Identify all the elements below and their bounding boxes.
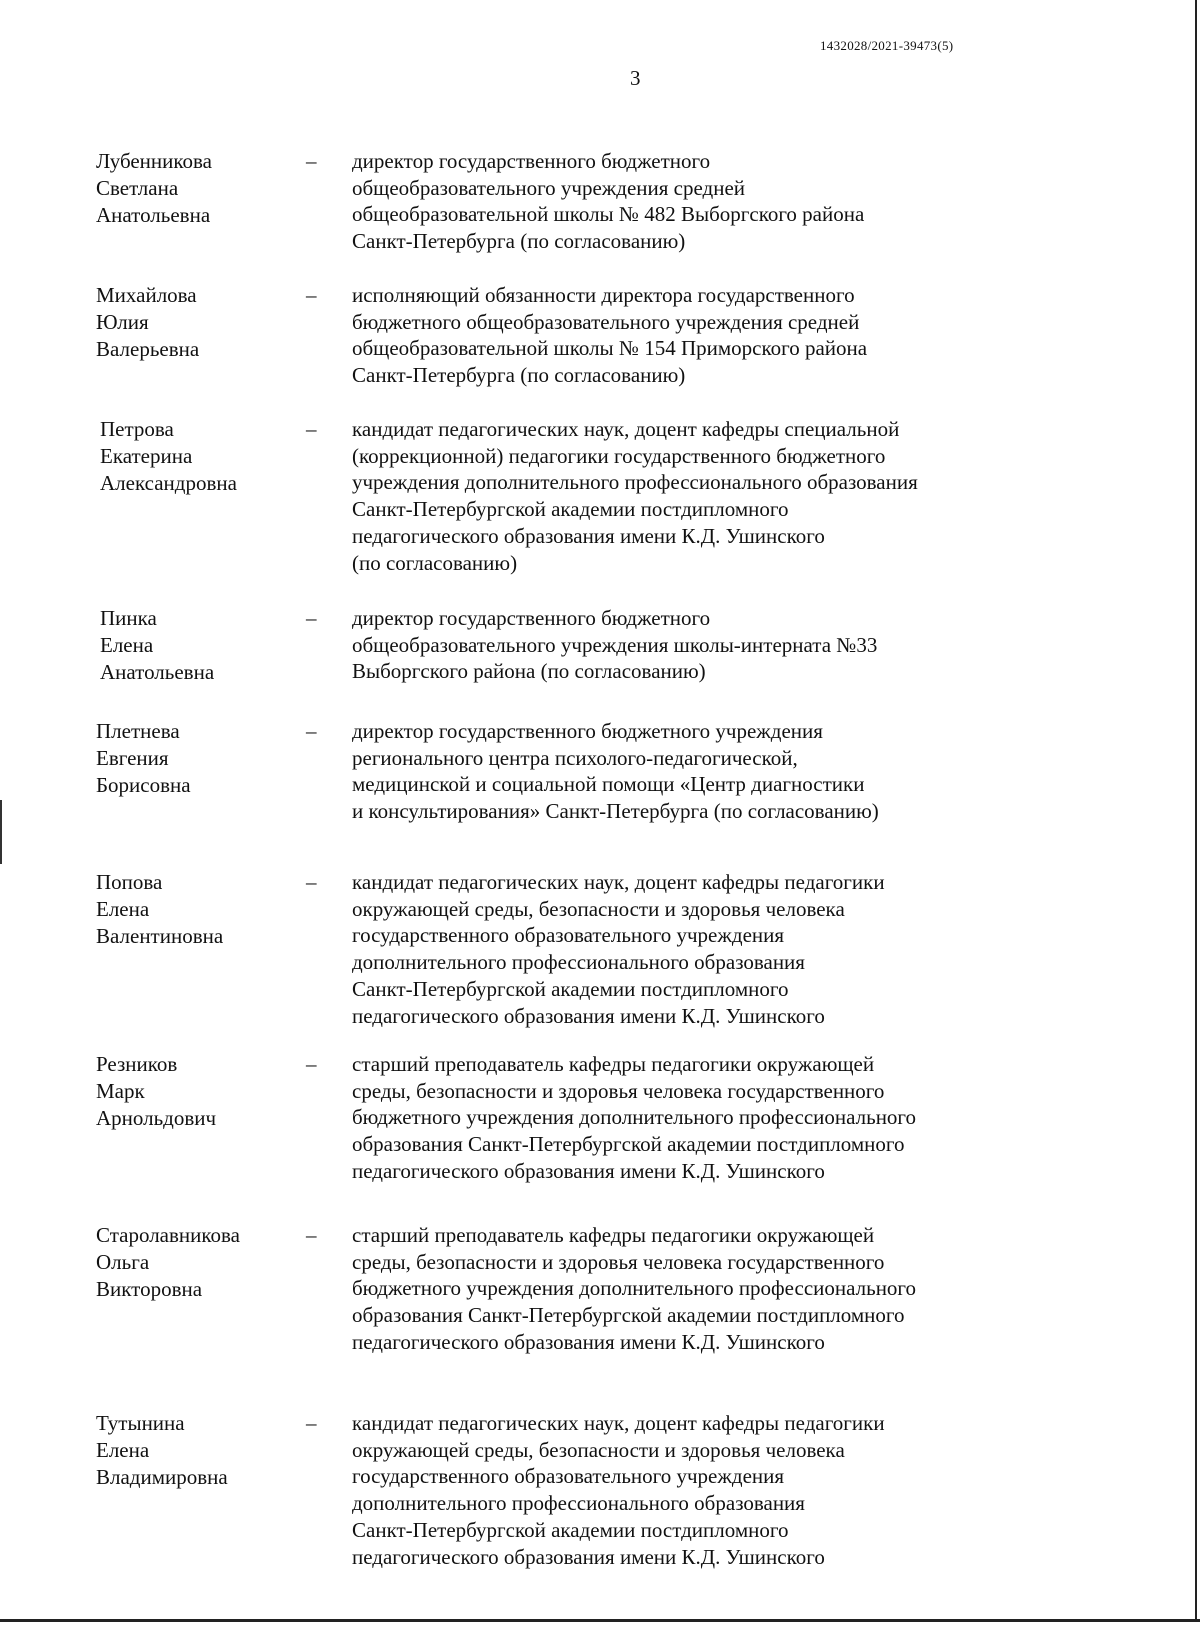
document-number: 1432028/2021-39473(5) bbox=[820, 38, 954, 53]
description-line: общеобразовательной школы № 154 Приморского района bbox=[352, 336, 868, 361]
surname: Михайлова bbox=[96, 283, 197, 307]
patronymic: Валерьевна bbox=[96, 337, 200, 361]
description-line: педагогического образования имени К.Д. Ушинского bbox=[352, 1544, 825, 1569]
member-name bbox=[96, 718, 296, 799]
description-line: педагогического образования имени К.Д. Ушинского bbox=[352, 523, 825, 548]
dash: – bbox=[306, 1052, 317, 1076]
dash: – bbox=[306, 149, 317, 173]
surname: Попова bbox=[96, 870, 163, 894]
first-name: Марк bbox=[96, 1079, 145, 1103]
member-name bbox=[100, 416, 300, 497]
first-name: Юлия bbox=[96, 310, 149, 334]
member-description bbox=[352, 1410, 885, 1570]
description-line: педагогического образования имени К.Д. Ушинского bbox=[352, 1158, 825, 1183]
first-name: Светлана bbox=[96, 176, 179, 200]
description-line: директор государственного бюджетного bbox=[352, 606, 711, 630]
description-line: бюджетного общеобразовательного учреждения средней bbox=[352, 309, 860, 334]
patronymic: Арнольдович bbox=[96, 1106, 217, 1130]
member-name bbox=[96, 869, 296, 950]
description-line: Выборгского района (по согласованию) bbox=[352, 659, 706, 684]
description-line: Санкт-Петербургской академии постдипломного bbox=[352, 1517, 789, 1542]
description-line: дополнительного профессионального образования bbox=[352, 950, 805, 975]
member-description bbox=[352, 282, 867, 389]
scan-edge-line bbox=[1195, 0, 1197, 1620]
member-description bbox=[352, 605, 877, 685]
surname: Тутынина bbox=[96, 1411, 185, 1435]
dash: – bbox=[306, 1411, 317, 1435]
page-number: 3 bbox=[630, 66, 641, 90]
description-line: Санкт-Петербурга (по согласованию) bbox=[352, 363, 686, 388]
description-line: Санкт-Петербургской академии постдипломного bbox=[352, 497, 789, 522]
member-name bbox=[96, 1051, 296, 1132]
description-line: образования Санкт-Петербургской академии постдипломного bbox=[352, 1303, 905, 1328]
dash: – bbox=[306, 719, 317, 743]
patronymic: Анатольевна bbox=[100, 660, 215, 684]
description-line: Санкт-Петербурга (по согласованию) bbox=[352, 229, 686, 254]
description-line: общеобразовательного учреждения школы-интерната №33 bbox=[352, 632, 878, 657]
patronymic: Александровна bbox=[100, 471, 237, 495]
description-line: среды, безопасности и здоровья человека государственного bbox=[352, 1078, 885, 1103]
patronymic: Валентиновна bbox=[96, 924, 224, 948]
first-name: Евгения bbox=[96, 746, 169, 770]
description-line: и консультирования» Санкт-Петербурга (по согласованию) bbox=[352, 799, 879, 824]
dash: – bbox=[306, 870, 317, 894]
scan-mark bbox=[0, 800, 2, 864]
member-name bbox=[96, 1410, 296, 1491]
dash: – bbox=[306, 606, 317, 630]
description-line: среды, безопасности и здоровья человека государственного bbox=[352, 1249, 885, 1274]
patronymic: Борисовна bbox=[96, 773, 191, 797]
patronymic: Анатольевна bbox=[96, 203, 211, 227]
description-line: кандидат педагогических наук, доцент кафедры педагогики bbox=[352, 870, 885, 894]
first-name: Елена bbox=[96, 1438, 150, 1462]
description-line: бюджетного учреждения дополнительного профессионального bbox=[352, 1276, 917, 1301]
member-name bbox=[96, 1222, 296, 1303]
member-name bbox=[96, 148, 296, 229]
surname: Петрова bbox=[100, 417, 174, 441]
description-line: исполняющий обязанности директора государственного bbox=[352, 283, 855, 307]
first-name: Елена bbox=[96, 897, 150, 921]
description-line: медицинской и социальной помощи «Центр диагностики bbox=[352, 772, 865, 797]
patronymic: Викторовна bbox=[96, 1277, 203, 1301]
member-description bbox=[352, 1051, 916, 1185]
scan-edge-line bbox=[0, 1619, 1200, 1622]
description-line: общеобразовательного учреждения средней bbox=[352, 175, 746, 200]
description-line: старший преподаватель кафедры педагогики окружающей bbox=[352, 1223, 875, 1247]
first-name: Екатерина bbox=[100, 444, 193, 468]
description-line: (коррекционной) педагогики государственного бюджетного bbox=[352, 443, 886, 468]
description-line: директор государственного бюджетного bbox=[352, 149, 711, 173]
description-line: окружающей среды, безопасности и здоровья человека bbox=[352, 896, 845, 921]
member-description bbox=[352, 1222, 916, 1356]
first-name: Ольга bbox=[96, 1250, 150, 1274]
description-line: государственного образовательного учреждения bbox=[352, 923, 785, 948]
dash: – bbox=[306, 417, 317, 441]
description-line: кандидат педагогических наук, доцент кафедры специальной bbox=[352, 417, 900, 441]
surname: Старолавникова bbox=[96, 1223, 240, 1247]
description-line: дополнительного профессионального образования bbox=[352, 1491, 805, 1516]
description-line: (по согласованию) bbox=[352, 550, 518, 575]
surname: Плетнева bbox=[96, 719, 180, 743]
dash: – bbox=[306, 1223, 317, 1247]
member-name bbox=[96, 282, 296, 363]
first-name: Елена bbox=[100, 633, 154, 657]
description-line: старший преподаватель кафедры педагогики окружающей bbox=[352, 1052, 875, 1076]
dash: – bbox=[306, 283, 317, 307]
member-description bbox=[352, 148, 864, 255]
patronymic: Владимировна bbox=[96, 1465, 228, 1489]
surname: Пинка bbox=[100, 606, 157, 630]
description-line: директор государственного бюджетного учреждения bbox=[352, 719, 823, 743]
description-line: образования Санкт-Петербургской академии постдипломного bbox=[352, 1132, 905, 1157]
description-line: регионального центра психолого-педагогической, bbox=[352, 745, 798, 770]
description-line: бюджетного учреждения дополнительного профессионального bbox=[352, 1105, 917, 1130]
description-line: учреждения дополнительного профессионального образования bbox=[352, 470, 918, 495]
description-line: Санкт-Петербургской академии постдипломного bbox=[352, 976, 789, 1001]
surname: Лубенникова bbox=[96, 149, 212, 173]
description-line: педагогического образования имени К.Д. Ушинского bbox=[352, 1329, 825, 1354]
member-description bbox=[352, 869, 885, 1029]
member-name bbox=[100, 605, 300, 686]
description-line: государственного образовательного учреждения bbox=[352, 1464, 785, 1489]
member-description bbox=[352, 718, 879, 825]
surname: Резников bbox=[96, 1052, 178, 1076]
description-line: общеобразовательной школы № 482 Выборгского района bbox=[352, 202, 865, 227]
member-description bbox=[352, 416, 918, 576]
description-line: педагогического образования имени К.Д. Ушинского bbox=[352, 1003, 825, 1028]
description-line: окружающей среды, безопасности и здоровья человека bbox=[352, 1437, 845, 1462]
description-line: кандидат педагогических наук, доцент кафедры педагогики bbox=[352, 1411, 885, 1435]
